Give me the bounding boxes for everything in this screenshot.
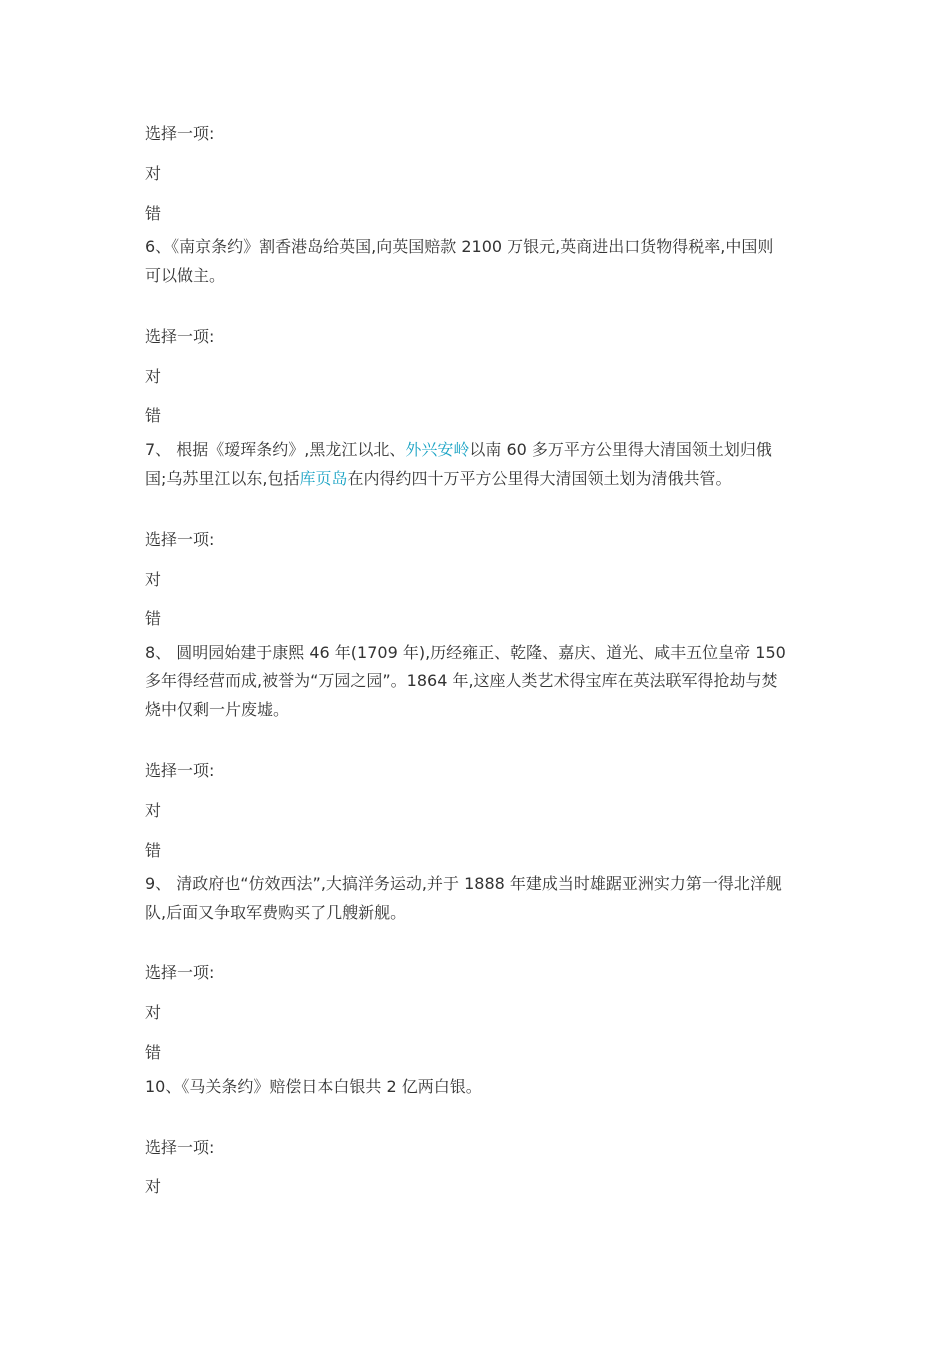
option-true[interactable]: 对 [145,1003,162,1022]
place-link[interactable]: 库页岛 [299,469,348,488]
option-true[interactable]: 对 [145,801,162,820]
place-link[interactable]: 外兴安岭 [405,440,470,459]
question-text: 队,后面又争取军费购买了几艘新舰。 [145,903,407,922]
choice-prompt: 选择一项: [145,963,215,982]
question-text [145,469,732,489]
option-true[interactable]: 对 [145,1177,162,1196]
choice-prompt: 选择一项: [145,530,215,549]
choice-prompt: 选择一项: [145,327,215,346]
option-true[interactable]: 对 [145,164,162,183]
option-false[interactable]: 错 [145,406,162,425]
question-text-part: 7、 根据《瑷珲条约》,黑龙江以北、 [145,440,406,459]
question-text: 8、 圆明园始建于康熙 46 年(1709 年),历经雍正、乾隆、嘉庆、道光、咸丰五位皇帝 150 [145,643,786,662]
option-true[interactable]: 对 [145,570,162,589]
question-text: 多年得经营而成,被誉为“万园之园”。1864 年,这座人类艺术得宝库在英法联军得抢劫与焚 [145,671,778,690]
choice-prompt: 选择一项: [145,761,215,780]
question-text: 可以做主。 [145,266,226,285]
question-text: 烧中仅剩一片废墟。 [145,700,290,719]
question-text: 10、《马关条约》赔偿日本白银共 2 亿两白银。 [145,1077,482,1096]
option-false[interactable]: 错 [145,204,162,223]
option-false[interactable]: 错 [145,841,162,860]
question-text: 6、《南京条约》割香港岛给英国,向英国赔款 2100 万银元,英商进出口货物得税率,中国则 [145,237,774,256]
option-false[interactable]: 错 [145,609,162,628]
question-text: 9、 清政府也“仿效西法”,大搞洋务运动,并于 1888 年建成当时雄踞亚洲实力第一得北洋舰 [145,874,782,893]
question-text-part: 在内得约四十万平方公里得大清国领土划为清俄共管。 [347,469,732,488]
question-text [145,440,772,460]
option-false[interactable]: 错 [145,1043,162,1062]
choice-prompt: 选择一项: [145,1138,215,1157]
question-text-part: 国;乌苏里江以东,包括 [145,469,300,488]
choice-prompt: 选择一项: [145,124,215,143]
option-true[interactable]: 对 [145,367,162,386]
question-text-part: 以南 60 多万平方公里得大清国领土划归俄 [469,440,772,459]
